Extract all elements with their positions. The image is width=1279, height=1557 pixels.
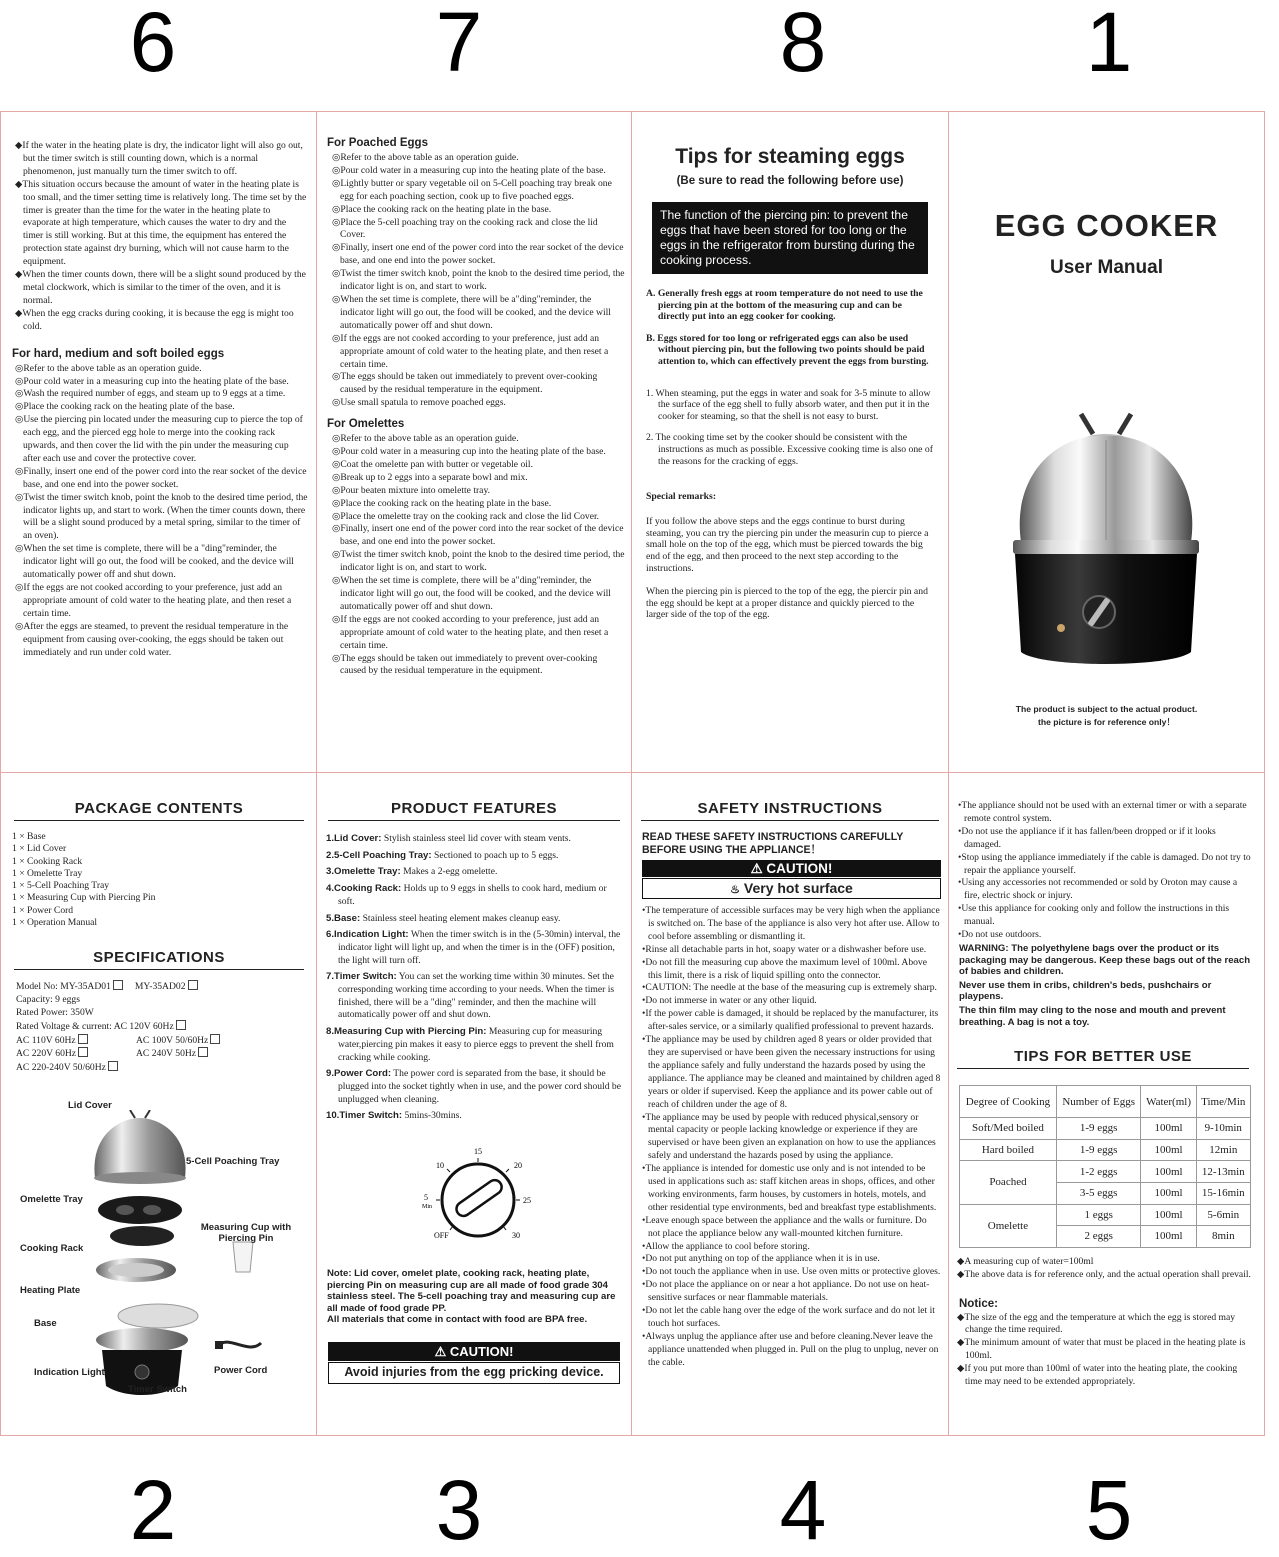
feature-item: 7.Timer Switch: You can set the working time within 30 minutes. Set the corresponding working time according to your needs. When the timer is finished, there will be a "ding" reminder, and then the machine will automatically power off and shut down. [326,971,615,1021]
list-item: ◎Place the omelette tray on the cooking rack and close the lid Cover. [332,510,600,522]
dial-tick-label: 30 [512,1231,520,1240]
list-item: •Do not touch the appliance when in use. Use oven mitts or protective gloves. [642,1266,941,1278]
list-item: •Do not put anything on top of the appliance when it is in use. [642,1253,880,1265]
list-item: ◎Wash the required number of eggs, and steam up to 9 eggs at a time. [15,388,286,400]
table-header: Time/Min [1196,1086,1250,1118]
list-item: ◎Pour cold water in a measuring cup into the heating plate of the base. [15,375,289,387]
read-instructions-warning: READ THESE SAFETY INSTRUCTIONS CAREFULLY BEFORE USING THE APPLIANCE！ [642,831,904,856]
label-omelette-tray: Omelette Tray [20,1194,83,1205]
spec-voltage-options: AC 110V 60Hz AC 100V 50/60Hz [16,1034,308,1048]
very-hot-surface-box: ♨ Very hot surface [642,878,941,899]
dial-tick-label: 15 [474,1147,482,1156]
list-item: 1 × 5-Cell Poaching Tray [12,880,110,892]
list-item: ◎Refer to the above table as an operation guide. [332,152,519,163]
list-item: ◎Lightly butter or spary vegetable oil on 5-Cell poaching tray break one egg for each poaching section, cook up to five poached eggs. [332,177,612,202]
feature-item: 5.Base: Stainless steel heating element makes cleanup easy. [326,912,561,924]
list-item: ◎Finally, insert one end of the power cord into the rear socket of the device base, and one end into the power socket. [332,523,624,548]
feature-item: 6.Indication Light: When the timer switch is in the (5-30min) interval, the indicator light will light up, and when the timer is in the (OFF) position, the light will turn off. [326,929,621,966]
checkbox[interactable] [198,1047,208,1057]
product-features-title: PRODUCT FEATURES [328,800,620,821]
package-contents-list [10,831,308,929]
list-item: ◆The minimum amount of water that must be placed in the heating plate is 100ml. [957,1337,1246,1362]
table-cell: 1-2 eggs [1056,1161,1141,1183]
page-number-1: 1 [1085,0,1133,89]
list-item: 1 × Cooking Rack [12,855,83,867]
table-cell: 1 eggs [1056,1204,1141,1226]
list-item: •Do not place the appliance on or near a hot appliance. Do not use on heat-sensitive surfaces or near flammable materials. [642,1279,930,1304]
dial-tick-label: 5 [424,1193,428,1202]
feature-item: 4.Cooking Rack: Holds up to 9 eggs in shells to cook hard, medium or soft. [326,883,607,907]
page-title: Tips for steaming eggs [675,145,905,168]
egg-cooker-image [1001,412,1211,692]
checkbox[interactable] [78,1034,88,1044]
caution-banner: ⚠ CAUTION! [642,860,941,877]
list-item: ◎If the eggs are not cooked according to your preference, just add an appropriate amount of cold water to the heating plate, and then reset a certain time. [332,332,609,370]
table-row [960,1118,1251,1140]
table-cell: 100ml [1141,1182,1196,1204]
special-remarks-title: Special remarks: [646,491,717,503]
list-item: ◎Twist the timer switch knob, point the knob to the desired time period, the indicator lights up, and start to work. (When the timer counts down, there will be a slight sound produced by a metal spring, similar to the timer of an oven). [15,491,308,542]
spec-model: Model No: MY-35AD01 MY-35AD02 [16,980,308,994]
list-item: •Do not let the cable hang over the edge of the work surface and do not let it touch hot surfaces. [642,1305,935,1329]
list-item: ◎Use the piercing pin located under the measuring cup to pierce the top of each egg, and the pierced egg hole to merge into the cooking rack upwards, and then cover the lid with the pin under the measuring cup after each use and cover the protective cover. [15,414,303,464]
list-item: 1 × Measuring Cup with Piercing Pin [12,892,156,904]
safety-list-continued [955,800,1255,942]
list-item: •If the power cable is damaged, it should be replaced by the manufacturer, its after-sales service, or a similarly qualified professional to prevent hazards. [642,1008,939,1033]
list-item: ◆A measuring cup of water=100ml [957,1255,1094,1267]
panel-page-3 [324,800,624,1430]
table-header: Degree of Cooking [960,1086,1057,1118]
label-timer-switch: Timer Switch [128,1384,187,1395]
panel-page-8 [640,145,940,765]
tip-2: 2. The cooking time set by the cooker should be consistent with the instructions as much as possible. Excessive cooking time is also one of the reasons for the cracking of eggs. [646,432,933,467]
list-item: •CAUTION: The needle at the base of the measuring cup is extremely sharp. [642,982,937,994]
table-notes [955,1256,1255,1282]
label-measuring-cup: Measuring Cup with Piercing Pin [200,1222,292,1244]
list-item: ◆If you put more than 100ml of water into the heating plate, the cooking time may need to be extended appropriately. [957,1363,1238,1388]
list-item: ◎Place the cooking rack on the heating plate in the base. [332,497,552,509]
bag-warning [955,943,1255,1028]
caution-banner: ⚠ CAUTION! [328,1342,620,1361]
dial-tick-label: Min [422,1204,433,1210]
spec-capacity: Capacity: 9 eggs [16,994,80,1006]
product-title: EGG COOKER [994,208,1219,243]
list-item: ◆This situation occurs because the amount of water in the heating plate is too small, and the timer setting time is relatively long. The time set by the timer is greater than the time for the water in the heating plate to evaporate at high temperature, which causes the water to dry and the timer is still working. But at this time, the equipment has entered the protection state against dry burning, which will not cause harm to the equipment. [15,178,307,268]
checkbox[interactable] [188,980,198,990]
list-item: •The temperature of accessible surfaces may be very high when the appliance is switched on. The base of the appliance is also very hot after use. Allow to cool before assembling or dismantling it. [642,905,940,942]
disclaimer-line-1: The product is subject to the actual product. [1015,704,1198,714]
page-number-4: 4 [779,1463,827,1557]
table-cell: 9-10min [1196,1118,1250,1140]
notice-list [955,1312,1255,1389]
table-cell: 3-5 eggs [1056,1182,1141,1204]
table-row [960,1204,1251,1226]
omelette-steps-list [325,433,625,678]
section-heading: For Omelettes [327,418,405,431]
table-cell: Poached [960,1161,1057,1204]
power-cord-illustration [215,1333,265,1355]
feature-item: 9.Power Cord: The power cord is separated from the base, it should be plugged into the socket tightly when in use, and the power cord should be unplugged when cleaning. [326,1068,621,1105]
list-item: •The appliance may be used by children aged 8 years or older provided that they are supervised or have been given the necessary instructions for using the appliance safely and fully understand the hazards posed by using the appliance. The appliance may be cleaned and maintained by children aged 8 years or older if supervised. Keep the appliance and its power cable out of reach of children under the age of 8. [642,1034,941,1110]
table-cell: 8min [1196,1226,1250,1248]
list-item: •The appliance may be used by people with reduced physical,sensory or mental capacity or people lacking knowledge or experience if they are supervised or have been given an explanation on how to use the appliances safely and understand the hazards posed by using the appliance. [642,1111,936,1162]
dial-tick-label: 10 [436,1161,444,1170]
warning-text: WARNING: The polyethylene bags over the product or its packaging may be dangerous. Keep these bags out of the reach of babies and children. [959,942,1251,978]
specifications-list [10,980,308,1075]
specifications-title: SPECIFICATIONS [14,949,304,970]
list-item: ◆The above data is for reference only, and the actual operation shall prevail. [957,1268,1251,1280]
list-item: •Stop using the appliance immediately if the cable is damaged. Do not try to repair the appliance yourself. [958,851,1251,876]
special-remark-1: If you follow the above steps and the eggs continue to burst during steaming, you can try the piercing pin under the measurin cup to pierce a small hole on the top of the egg, which must be pierced towards the big end of the egg, and then proceed to the next step according to the instructions. [646,516,929,574]
cooking-times-table [959,1085,1251,1248]
list-item: ◎Twist the timer switch knob, point the knob to the desired time period, the indicator light is on, and start to work. [332,268,625,293]
table-header: Water(ml) [1141,1086,1196,1118]
page-number-3: 3 [435,1463,483,1557]
list-item: ◎Twist the timer switch knob, point the knob to the desired time period, the indicator light is on, and start to work. [332,549,625,574]
spec-voltage-options: AC 220V 60Hz AC 240V 50Hz [16,1047,308,1061]
list-item: •Leave enough space between the appliance and the walls or furniture. Do not place the appliance below any wall-mounted kitchen furniture. [642,1214,927,1239]
troubleshoot-list [8,140,308,334]
label-power-cord: Power Cord [214,1365,268,1376]
feature-item: 8.Measuring Cup with Piercing Pin: Measuring cup for measuring water,piercing pin makes it easy to pierce eggs to prevent the shell from cracking while cooking. [326,1026,614,1063]
panel-page-7 [325,135,625,765]
page-number-6: 6 [129,0,177,89]
list-item: ◎Coat the omelette pan with butter or vegetable oil. [332,458,533,470]
safety-list [639,905,941,1370]
table-cell: Soft/Med boiled [960,1118,1057,1140]
list-item: •Allow the appliance to cool before storing. [642,1240,810,1252]
list-item: •Do not fill the measuring cup above the maximum level of 100ml. Above this limit, there is a risk of liquid spilling onto the connector. [642,956,927,981]
list-item: ◎Place the cooking rack on the heating plate in the base. [332,203,552,215]
poached-steps-list [325,152,625,410]
list-item: ◎Place the 5-cell poaching tray on the cooking rack and close the lid Cover. [332,216,598,241]
warning-text: The thin film may cling to the nose and mouth and prevent breathing. A bag is not a toy. [959,1004,1226,1028]
list-item: 1 × Omelette Tray [12,867,83,879]
table-cell: 2 eggs [1056,1226,1141,1248]
label-heating-plate: Heating Plate [20,1285,81,1296]
page-number-2: 2 [129,1463,177,1557]
table-cell: 100ml [1141,1118,1196,1140]
checkbox[interactable] [108,1061,118,1071]
list-item: ◎Pour cold water in a measuring cup into the heating plate of the base. [332,164,606,176]
materials-note: Note: Lid cover, omelet plate, cooking rack, heating plate, piercing Pin on measuring cup are all made of food grade 304 stainless steel. The 5-cell poaching tray and measuring cup are all made of food grade PP. All materials that come in contact with food are BPA free. [327,1268,616,1326]
checkbox[interactable] [113,980,123,990]
table-cell: 1-9 eggs [1056,1118,1141,1140]
spec-voltage: Rated Voltage & current: AC 120V 60Hz [16,1020,308,1034]
list-item: •Use this appliance for cooking only and follow the instructions in this manual. [958,903,1230,928]
table-row [960,1161,1251,1183]
list-item: ◎Use small spatula to remove poached eggs. [332,397,506,409]
spec-voltage-options: AC 220-240V 50/60Hz [16,1061,308,1075]
list-item: ◎After the eggs are steamed, to prevent the residual temperature in the equipment from causing over-cooking, the eggs should be taken out immediately and run under cold water. [15,620,289,658]
list-item: 1 × Power Cord [12,904,74,916]
checkbox[interactable] [176,1020,186,1030]
list-item: 1 × Lid Cover [12,843,67,855]
safety-instructions-title: SAFETY INSTRUCTIONS [641,800,939,821]
list-item: ◎When the set time is complete, there will be a"ding"reminder, the indicator light will go out, the food will be cooked, and the device will automatically power off and shut down. [332,575,611,612]
list-item: ◎If the eggs are not cooked according to your preference, just add an appropriate amount of cold water to the heating plate, and then reset a certain time. [332,613,609,651]
list-item: ◎Pour beaten mixture into omelette tray. [332,484,491,496]
list-item: ◎Finally, insert one end of the power cord into the rear socket of the device base, and one end into the power socket. [332,242,624,267]
table-cell: 12min [1196,1139,1250,1161]
dial-tick-label: 20 [514,1161,522,1170]
table-cell: Hard boiled [960,1139,1057,1161]
list-item: ◎Refer to the above table as an operation guide. [15,362,202,374]
fold-line [316,111,317,1436]
label-poaching-tray: 5-Cell Poaching Tray [186,1156,280,1167]
label-base: Base [34,1318,57,1329]
list-item: ◆When the egg cracks during cooking, it is because the egg is might too cold. [15,307,294,332]
panel-page-6 [8,140,308,765]
list-item: ◎When the set time is complete, there will be a "ding"reminder, the indicator light will go out, the food will be cooked, and the device will automatically power off and shut down. [15,543,294,581]
table-row [960,1139,1251,1161]
section-heading: For hard, medium and soft boiled eggs [12,347,225,360]
fold-line [0,772,1265,773]
exploded-parts-illustration [80,1110,240,1400]
table-cell: 1-9 eggs [1056,1139,1141,1161]
feature-item: 2.5-Cell Poaching Tray: Sectioned to poach up to 5 eggs. [326,849,559,861]
panel-page-1-cover [949,112,1264,772]
dial-tick-label: 25 [523,1196,531,1205]
list-item: ◎Finally, insert one end of the power cord into the rear socket of the device base, and one end into the power socket. [15,465,307,490]
list-item: ◎Pour cold water in a measuring cup into the heating plate of the base. [332,446,606,458]
list-item: •Always unplug the appliance after use and before cleaning.Never leave the appliance unattended when plugged in. Pull on the plug to unplug, never on the cable. [642,1330,939,1368]
list-item: ◆The size of the egg and the temperature at which the egg is stored may change the time required. [957,1311,1236,1336]
features-list [324,833,624,1123]
boiled-steps-list [8,363,308,660]
tips-for-better-use-title: TIPS FOR BETTER USE [957,1048,1249,1069]
piercing-pin-callout: The function of the piercing pin: to prevent the eggs that have been stored for too long or the eggs in the refrigerator from bursting during the cooking process. [652,202,928,274]
tip-b: B. Eggs stored for too long or refrigerated eggs can also be used without piercing pin, but the following two points should be paid attention to, which can effectively prevent the eggs from bursting. [646,332,929,367]
table-cell: 100ml [1141,1226,1196,1248]
parts-diagram [10,1098,308,1408]
list-item: 1 × Operation Manual [12,917,98,929]
checkbox[interactable] [78,1047,88,1057]
table-cell: 5-6min [1196,1204,1250,1226]
list-item: •Do not immerse in water or any other liquid. [642,995,817,1007]
feature-item: 10.Timer Switch: 5mins-30mins. [326,1110,462,1122]
panel-page-4 [639,800,941,1430]
feature-item: 3.Omelette Tray: Makes a 2-egg omelette. [326,866,498,878]
table-header: Number of Eggs [1056,1086,1141,1118]
list-item: ◎If the eggs are not cooked according to your preference, just add an appropriate amount of cold water to the heating plate, and then reset a certain time. [15,582,292,619]
warning-text: Never use them in cribs, children's beds, pushchairs or playpens. [959,979,1212,1003]
notice-title: Notice: [959,1297,998,1310]
timer-dial-diagram [420,1146,540,1246]
checkbox[interactable] [210,1034,220,1044]
section-heading: For Poached Eggs [327,137,428,149]
table-cell: 100ml [1141,1204,1196,1226]
label-indication-light: Indication Light [34,1367,105,1378]
table-cell: 12-13min [1196,1161,1250,1183]
package-contents-title: PACKAGE CONTENTS [14,800,304,821]
list-item: •Using any accessories not recommended or sold by Oroton may cause a fire, electric shock or injury. [958,877,1238,902]
list-item: •Rinse all detachable parts in hot, soapy water or a dishwasher before use. [642,943,927,955]
list-item: ◎Break up to 2 eggs into a separate bowl and mix. [332,471,528,483]
dial-tick-label: OFF [434,1231,449,1240]
panel-page-2 [10,800,308,1430]
list-item: ◆When the timer counts down, there will be a slight sound produced by the metal clockwork, which is similar to the timer of the oven, and it is normal. [15,269,306,306]
list-item: ◎When the set time is complete, there will be a"ding"reminder, the indicator light will go out, the food will be cooked, and the device will automatically power off and shut down. [332,293,611,331]
tip-a: A. Generally fresh eggs at room temperature do not need to use the piercing pin at the bottom of the measuring cup and can be directly put into an egg cooker for cooking. [646,288,923,323]
table-cell: 15-16min [1196,1182,1250,1204]
fold-line [631,111,632,1436]
page-subtitle: (Be sure to read the following before use) [676,175,904,187]
list-item: ◆If the water in the heating plate is dry, the indicator light will also go out, but the timer switch is still counting down, which is a normal phenomenon, just manually turn the timer switch to off. [15,140,303,177]
disclaimer-line-2: the picture is for reference only！ [1037,717,1176,727]
list-item: •Do not use the appliance if it has fallen/been dropped or if it looks damaged. [958,825,1216,850]
table-header-row [960,1086,1251,1118]
avoid-injuries-box: Avoid injuries from the egg pricking device. [328,1362,620,1384]
page-number-5: 5 [1085,1463,1133,1557]
table-cell: Omelette [960,1204,1057,1247]
manual-subtitle: User Manual [1050,257,1163,278]
tip-1: 1. When steaming, put the eggs in water and soak for 3-5 minute to allow the surface of the egg shell to fully absorb water, and then put it in the cooker for steaming, so that the shell is not easy to burst. [646,387,931,422]
label-cooking-rack: Cooking Rack [20,1243,84,1254]
list-item: ◎Refer to the above table as an operation guide. [332,433,519,445]
feature-item: 1.Lid Cover: Stylish stainless steel lid cover with steam vents. [326,833,571,844]
list-item: 1 × Base [12,831,46,842]
page-number-7: 7 [435,0,483,89]
spec-power: Rated Power: 350W [16,1006,94,1018]
list-item: ◎The eggs should be taken out immediately to prevent over-cooking caused by the residual temperature in the equipment. [332,371,598,396]
page-number-8: 8 [779,0,827,89]
list-item: ◎Place the cooking rack on the heating plate of the base. [15,401,235,413]
panel-page-5 [955,800,1255,1430]
list-item: •The appliance is intended for domestic use only and is not intended to be used in applications such as: staff kitchen areas in shops, offices, and other working environments, farm houses, by customers in hotels, motels, and other residential type environments, bed and breakfast type establishments. [642,1163,937,1213]
label-lid-cover: Lid Cover [68,1100,112,1111]
table-cell: 100ml [1141,1161,1196,1183]
special-remark-2: When the piercing pin is pierced to the top of the egg, the piercir pin and the egg should be kept at a proper distance and quickly pierced to the larger side of the top of the egg. [646,586,928,621]
list-item: •The appliance should not be used with an external timer or with a separate remote control system. [958,800,1247,824]
list-item: ◎The eggs should be taken out immediately to prevent over-cooking caused by the residual temperature in the equipment. [332,652,598,677]
table-cell: 100ml [1141,1139,1196,1161]
list-item: •Do not use outdoors. [958,929,1042,941]
